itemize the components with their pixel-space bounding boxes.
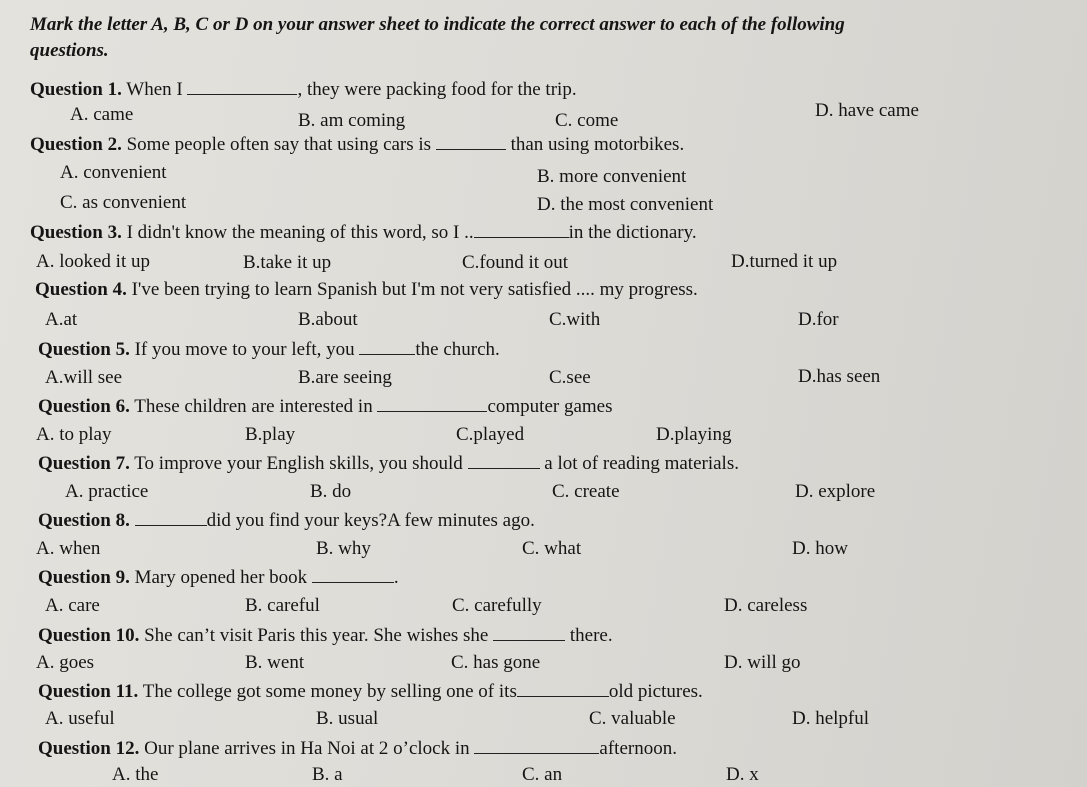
question-text-before: Our plane arrives in Ha Noi at 2 o’clock in [139, 738, 475, 759]
question-3-option-a: A. looked it up [36, 251, 150, 272]
question-8-option-c: C. what [522, 538, 582, 559]
question-1-option-b: B. am coming [298, 110, 406, 131]
question-5-option-b: B.are seeing [298, 367, 392, 388]
question-9-option-b: B. careful [245, 595, 320, 616]
question-text-before: I've been trying to learn Spanish but I'm not very satisfied .... my progress. [126, 279, 698, 300]
question-text-after: a lot of reading materials. [539, 453, 739, 474]
question-12-option-c: C. an [522, 764, 563, 785]
question-12-option-a: A. the [112, 764, 159, 785]
question-9-stem [38, 567, 399, 589]
question-3-option-b: B.take it up [243, 252, 332, 273]
question-6-option-b: B.play [245, 424, 296, 445]
answer-blank [474, 222, 569, 238]
question-text-before: Some people often say that using cars is [121, 134, 436, 155]
question-11-option-a: A. useful [45, 708, 115, 729]
question-4-option-d: D.for [798, 309, 839, 330]
question-text-after: there. [565, 625, 613, 646]
question-text-before: To improve your English skills, you should [129, 453, 468, 474]
question-2-stem [30, 134, 684, 156]
answer-blank [377, 396, 487, 412]
question-8-option-a: A. when [36, 538, 101, 559]
question-text-before: I didn't know the meaning of this word, so I .. [121, 222, 474, 243]
question-1-option-d: D. have came [815, 100, 919, 121]
question-11-stem [38, 681, 703, 703]
answer-blank [187, 79, 297, 95]
question-11-option-d: D. helpful [792, 708, 870, 729]
question-text-before: If you move to your left, you [129, 339, 360, 360]
answer-blank [517, 681, 609, 697]
question-10-stem [38, 625, 613, 647]
question-9-option-c: C. carefully [452, 595, 542, 616]
question-2-option-c: C. as convenient [60, 192, 187, 213]
instructions-line-1: Mark the letter A, B, C or D on your answer sheet to indicate the correct answer to each of the following [30, 14, 845, 35]
question-6-option-d: D.playing [656, 424, 732, 445]
question-2-option-b: B. more convenient [537, 166, 687, 187]
question-label: Question 8. [38, 510, 130, 531]
question-10-option-c: C. has gone [451, 652, 541, 673]
question-text-before: Mary opened her book [129, 567, 312, 588]
question-4-stem [35, 279, 698, 301]
question-6-stem [38, 396, 613, 418]
question-label: Question 3. [30, 222, 122, 243]
question-6-option-c: C.played [456, 424, 525, 445]
question-5-stem [38, 339, 500, 361]
instructions-line-2: questions. [30, 40, 109, 61]
answer-blank [493, 625, 565, 641]
question-6-option-a: A. to play [36, 424, 112, 445]
question-2-option-a: A. convenient [60, 162, 167, 183]
question-text-after: . [393, 567, 399, 588]
question-label: Question 5. [38, 339, 130, 360]
question-8-stem [38, 510, 535, 532]
question-text-after: , they were packing food for the trip. [297, 79, 577, 100]
question-label: Question 6. [38, 396, 130, 417]
question-text-after: in the dictionary. [568, 222, 697, 243]
question-text-after: did you find your keys?A few minutes ago. [206, 510, 535, 531]
question-7-option-d: D. explore [795, 481, 876, 502]
question-label: Question 9. [38, 567, 130, 588]
question-4-option-a: A.at [45, 309, 78, 330]
question-12-option-b: B. a [312, 764, 343, 785]
question-3-option-d: D.turned it up [731, 251, 838, 272]
question-label: Question 12. [38, 738, 140, 759]
question-5-option-d: D.has seen [798, 366, 881, 387]
answer-blank [436, 134, 506, 150]
question-5-option-a: A.will see [45, 367, 123, 388]
question-11-option-b: B. usual [316, 708, 379, 729]
answer-blank [359, 339, 415, 355]
question-11-option-c: C. valuable [589, 708, 676, 729]
question-3-stem [30, 222, 697, 244]
question-12-stem [38, 738, 677, 760]
question-7-option-b: B. do [310, 481, 352, 502]
question-text-after: computer games [487, 396, 613, 417]
question-1-option-a: A. came [70, 104, 134, 125]
question-7-option-a: A. practice [65, 481, 149, 502]
question-label: Question 1. [30, 79, 122, 100]
question-label: Question 10. [38, 625, 140, 646]
question-5-option-c: C.see [549, 367, 591, 388]
question-text-after: the church. [415, 339, 500, 360]
question-text-before: When I [121, 79, 188, 100]
question-10-option-a: A. goes [36, 652, 95, 673]
question-text-after: old pictures. [608, 681, 703, 702]
question-1-stem [30, 79, 577, 101]
question-12-option-d: D. x [726, 764, 759, 785]
question-3-option-c: C.found it out [462, 252, 569, 273]
question-9-option-a: A. care [45, 595, 100, 616]
question-9-option-d: D. careless [724, 595, 808, 616]
question-text-before: These children are interested in [129, 396, 378, 417]
answer-blank [468, 453, 540, 469]
question-label: Question 11. [38, 681, 139, 702]
question-text-after: afternoon. [599, 738, 677, 759]
answer-blank [474, 738, 599, 754]
question-1-option-c: C. come [555, 110, 619, 131]
question-text-after: than using motorbikes. [505, 134, 685, 155]
answer-blank [312, 567, 394, 583]
question-8-option-b: B. why [316, 538, 371, 559]
question-4-option-c: C.with [549, 309, 601, 330]
question-label: Question 4. [35, 279, 127, 300]
answer-blank [135, 510, 207, 526]
question-7-option-c: C. create [552, 481, 620, 502]
question-7-stem [38, 453, 739, 475]
question-label: Question 7. [38, 453, 130, 474]
question-text-before: The college got some money by selling one of its [138, 681, 517, 702]
question-8-option-d: D. how [792, 538, 848, 559]
question-label: Question 2. [30, 134, 122, 155]
question-4-option-b: B.about [298, 309, 358, 330]
question-2-option-d: D. the most convenient [537, 194, 714, 215]
question-10-option-d: D. will go [724, 652, 801, 673]
question-10-option-b: B. went [245, 652, 305, 673]
question-text-before: She can’t visit Paris this year. She wishes she [139, 625, 494, 646]
